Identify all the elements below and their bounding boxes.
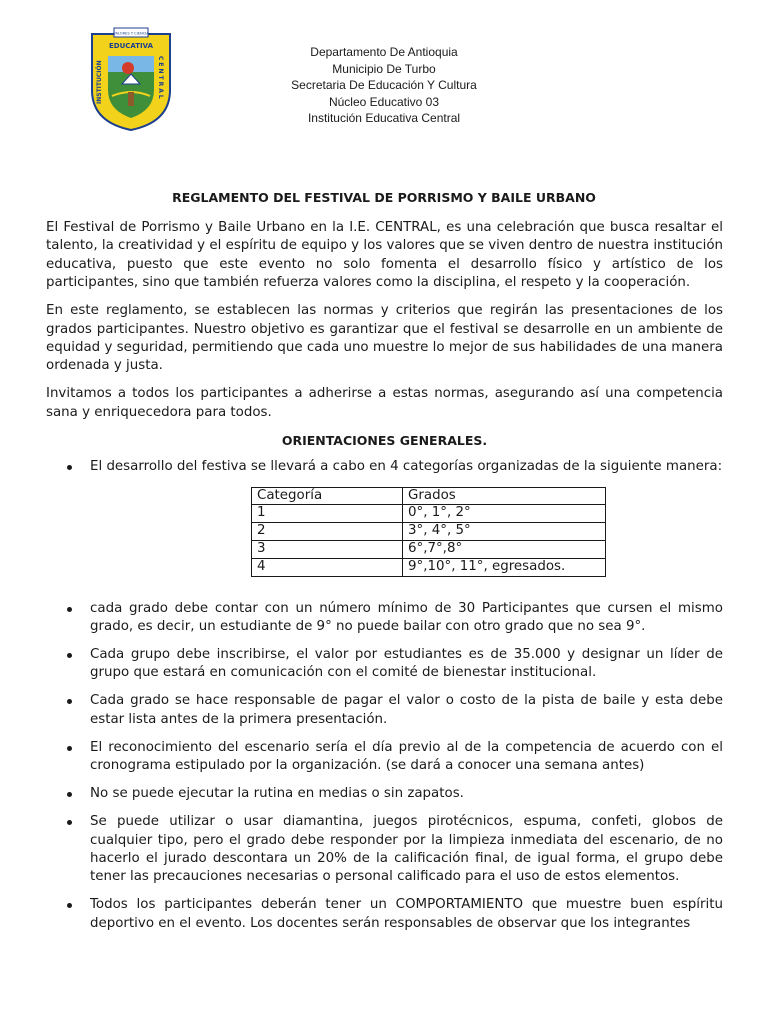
header-line: Núcleo Educativo 03 (328, 94, 440, 109)
logo-right-text: CENTRAL (157, 56, 164, 101)
table-cell: 6°,7°,8° (403, 541, 606, 559)
header-line: Departamento De Antioquia (310, 45, 458, 59)
table-row (252, 541, 606, 559)
header-line: Municipio De Turbo (332, 61, 436, 76)
table-cell: 4 (252, 558, 403, 576)
column-header-grades: Grados (403, 487, 606, 505)
logo-top-text: EDUCATIVA (108, 42, 154, 50)
rule-item: Cada grupo debe inscribirse, el valor por estudiantes es de 35.000 y designar un líder de grupo que estará en comunicación con el comité de bienestar institucional. (46, 646, 723, 683)
school-crest-logo (88, 26, 174, 132)
document-header (270, 44, 498, 127)
table-cell: 2 (252, 523, 403, 541)
table-cell: 3°, 4°, 5° (403, 523, 606, 541)
table-cell: 1 (252, 505, 403, 523)
logo-left-text: INSTITUCIÓN (96, 60, 103, 104)
rule-item: No se puede ejecutar la rutina en medias o sin zapatos. (46, 785, 723, 803)
rule-item: cada grado debe contar con un número mínimo de 30 Participantes que cursen el mismo grado, es decir, un estudiante de 9° no puede bailar con otro grado que no sea 9°. (46, 600, 723, 637)
rule-text: El desarrollo del festiva se llevará a cabo en 4 categorías organizadas de la siguiente manera: (90, 459, 723, 475)
logo-banner-text: VALORES Y CIENCIA (113, 31, 149, 36)
table-row (252, 523, 606, 541)
table-row (252, 505, 606, 523)
section-title: ORIENTACIONES GENERALES. (281, 432, 488, 448)
rule-item: Cada grado se hace responsable de pagar el valor o costo de la pista de baile y esta debe estar lista antes de la primera presentación. (46, 692, 723, 729)
table-cell: 9°,10°, 11°, egresados. (403, 558, 606, 576)
table-cell: 0°, 1°, 2° (403, 505, 606, 523)
rule-item: Todos los participantes deberán tener un COMPORTAMIENTO que muestre buen espíritu deportivo en el evento. Los docentes serán responsables de observar que los integrantes (46, 896, 723, 933)
rule-item (46, 458, 723, 576)
rule-item: Se puede utilizar o usar diamantina, juegos pirotécnicos, espuma, confeti, globos de cualquier tipo, pero el grado debe responder por la limpieza inmediata del escenario, de no hacerlo el jurado descontara un 20% de la calificación final, de igual forma, el grupo debe tener las precauciones necesarias o personal calificado para el uso de estos elementos. (46, 813, 723, 887)
intro-paragraph: Invitamos a todos los participantes a adherirse a estas normas, asegurando así una competencia sana y enriquecedora para todos. (46, 386, 723, 420)
intro-paragraph: El Festival de Porrismo y Baile Urbano en la I.E. CENTRAL, es una celebración que busca resaltar el talento, la creatividad y el espíritu de equipo y los valores que se viven dentro de nuestra institución educativa, puesto que este evento no solo fomenta el desarrollo físico y artístico de los participantes, sino que también refuerza valores como la disciplina, el respeto y la cooperación. (46, 220, 723, 291)
column-header-category: Categoría (252, 487, 403, 505)
document-title: REGLAMENTO DEL FESTIVAL DE PORRISMO Y BAILE URBANO (172, 190, 596, 205)
table-header-row (252, 487, 606, 505)
document-body (46, 219, 723, 943)
table-row (252, 558, 606, 576)
rule-item: El reconocimiento del escenario sería el día previo al de la competencia de acuerdo con el cronograma estipulado por la organización. (se dará a conocer una semana antes) (46, 739, 723, 776)
categories-table (251, 487, 606, 577)
header-line: Institución Educativa Central (307, 111, 461, 125)
header-line: Secretaria De Educación Y Cultura (291, 78, 477, 92)
table-cell: 3 (252, 541, 403, 559)
rules-list (46, 458, 723, 933)
intro-paragraph: En este reglamento, se establecen las normas y criterios que regirán las presentaciones de los grados participantes. Nuestro objetivo es garantizar que el festival se desarrolle en un ambiente de equidad y seguridad, permitiendo que cada uno muestre lo mejor de sus habilidades de una manera ordenada y justa. (46, 303, 723, 374)
